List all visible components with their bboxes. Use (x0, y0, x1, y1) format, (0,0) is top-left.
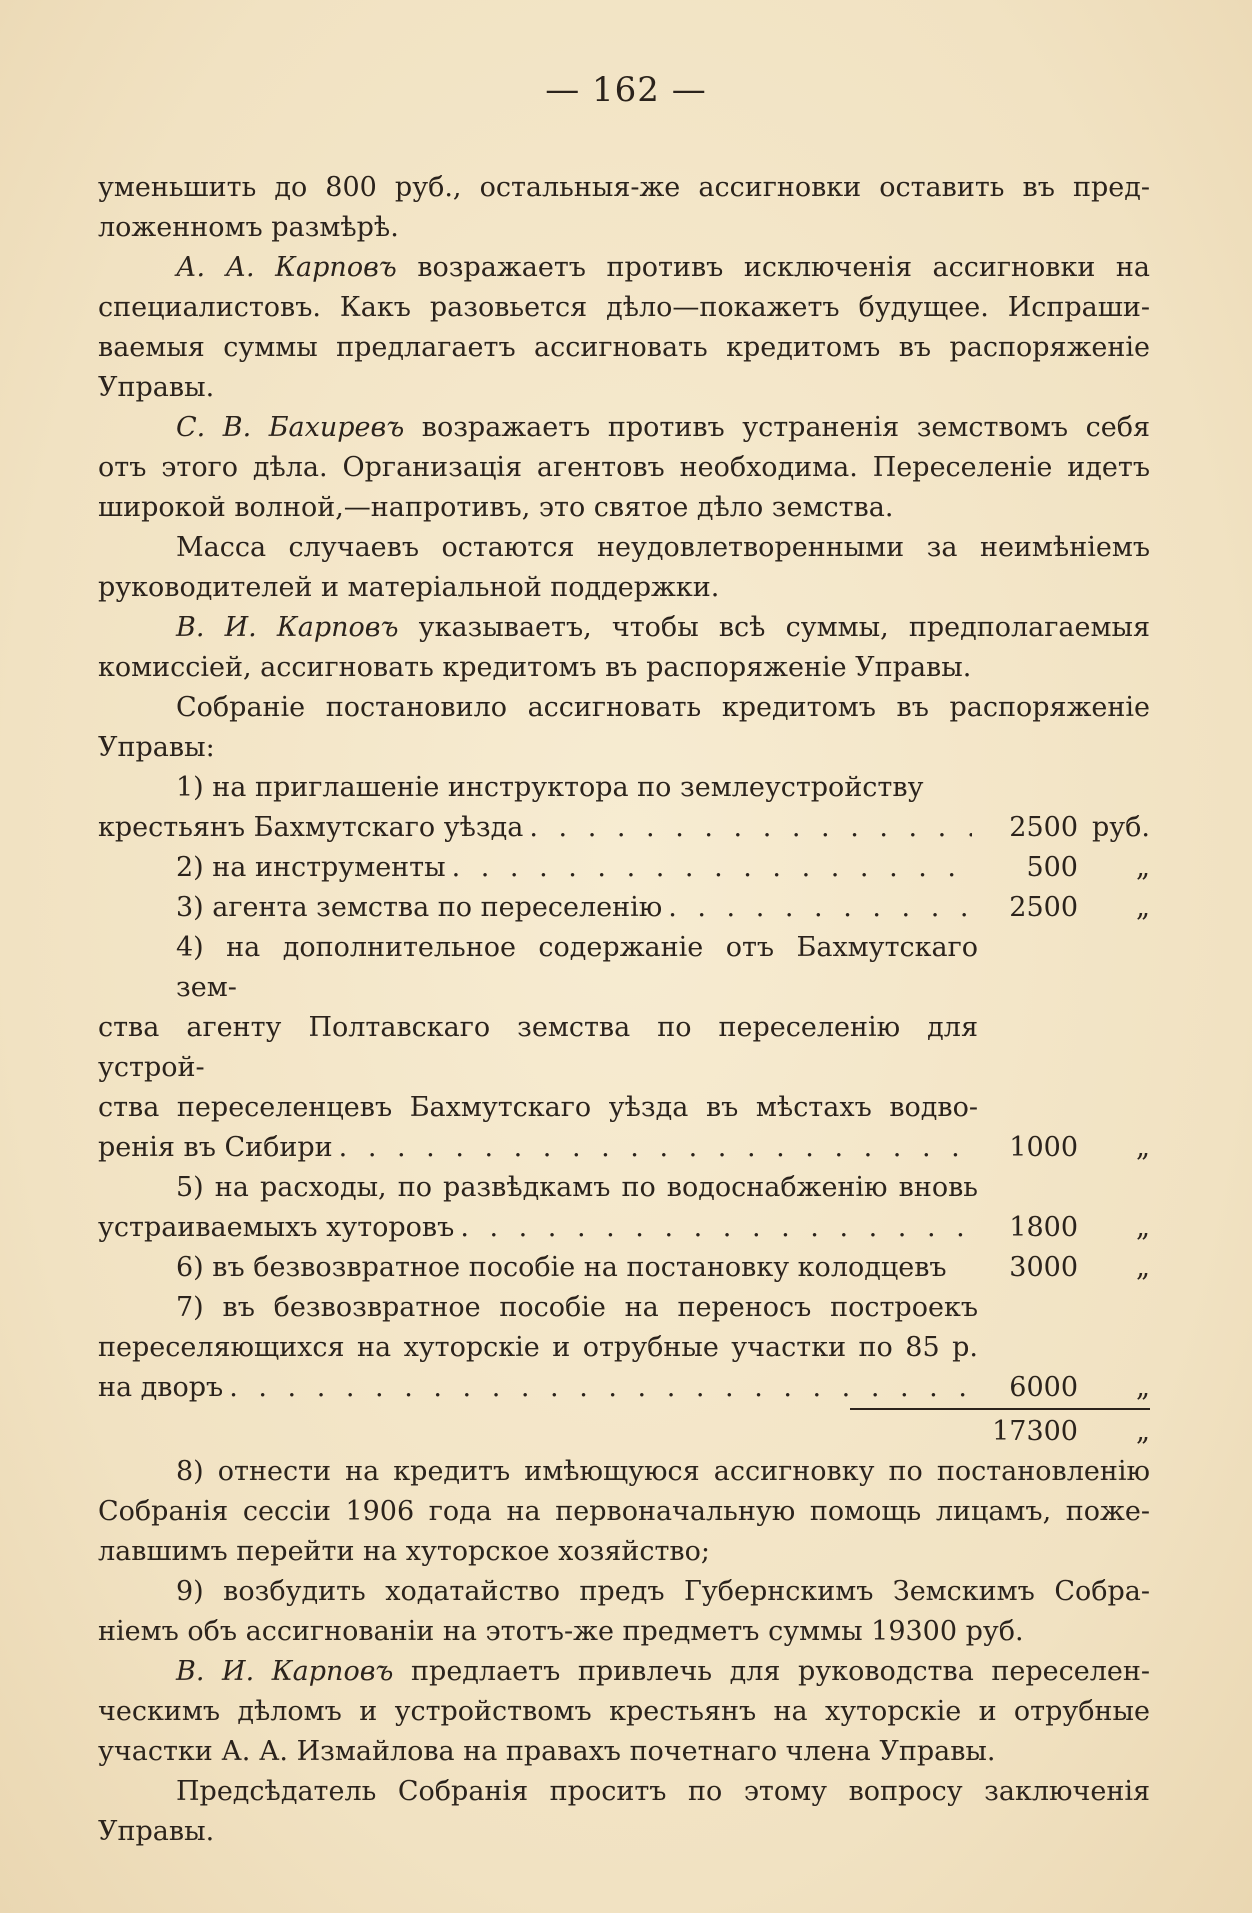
item-amount: 2500 (1009, 892, 1078, 923)
budget-item (98, 768, 1150, 848)
text-line: Собранія сессіи 1906 года на первоначальную помощь лицамъ, поже- (98, 1496, 1150, 1527)
text-fragment: указываетъ, чтобы всѣ суммы, предполагаемыя (398, 612, 1150, 643)
paragraph (98, 408, 1150, 528)
paragraph (98, 528, 1150, 608)
text-line (98, 608, 1150, 648)
text-line: ческимъ дѣломъ и устройствомъ крестьянъ на хуторскіе и отрубные (98, 1696, 1150, 1727)
budget-line (98, 848, 1150, 888)
item-currency: „ (1136, 1372, 1150, 1403)
item-label: ренія въ Сибири (98, 1132, 333, 1163)
dot-leader (452, 848, 972, 888)
text-line (98, 1652, 1150, 1692)
item-label: крестьянъ Бахмутскаго уѣзда (98, 812, 524, 843)
paragraph (98, 688, 1150, 768)
item-amount: 6000 (1009, 1372, 1078, 1403)
text-line: ніемъ объ ассигнованіи на этотъ-же предметъ суммы 19300 руб. (98, 1616, 1024, 1647)
budget-item (98, 928, 1150, 1128)
item-label: устраиваемыхъ хуторовъ (98, 1212, 455, 1243)
text-line: отъ этого дѣла. Организація агентовъ необходима. Переселеніе идетъ (98, 452, 1150, 483)
budget-line (98, 1368, 1150, 1408)
text-line: Масса случаевъ остаются неудовлетворенными за неимѣніемъ (176, 532, 1150, 563)
page-body (98, 168, 1150, 1852)
text-line: комиссіей, ассигновать кредитомъ въ распоряженіе Управы. (98, 652, 972, 683)
speaker-name: В. И. Карповъ (176, 1656, 394, 1687)
sum-divider (98, 1408, 1150, 1412)
text-line: Управы: (98, 732, 215, 763)
item-currency: „ (1136, 892, 1150, 923)
text-line: лавшимъ перейти на хуторское хозяйство; (98, 1536, 710, 1567)
total-line (98, 1412, 1150, 1452)
item-amount: 2500 (1009, 812, 1078, 843)
item-amount: 3000 (1009, 1252, 1078, 1283)
text-fragment: предлаетъ привлечь для руководства переселен- (393, 1656, 1150, 1687)
budget-line (98, 1128, 1150, 1168)
speaker-name: А. А. Карповъ (176, 252, 397, 283)
text-line: участки А. А. Измайлова на правахъ почетнаго члена Управы. (98, 1736, 996, 1767)
budget-item (98, 1288, 1150, 1368)
dot-leader (460, 1208, 972, 1248)
dot-leader (229, 1368, 972, 1408)
text-line: руководителей и матеріальной поддержки. (98, 572, 720, 603)
total-currency: „ (1136, 1416, 1150, 1447)
item-currency: „ (1136, 852, 1150, 883)
text-line: ства агенту Полтавскаго земства по переселенію для устрой- (98, 1012, 978, 1083)
speaker-name: С. В. Бахиревъ (176, 412, 405, 443)
item-currency: „ (1136, 1212, 1150, 1243)
item-label: 2) на инструменты (176, 852, 446, 883)
text-line: 1) на приглашеніе инструктора по землеустройству (176, 772, 924, 803)
text-line: специалистовъ. Какъ разовьется дѣло—покажетъ будущее. Испраши- (98, 292, 1150, 323)
text-fragment: возражаетъ противъ исключенія ассигновки на (396, 252, 1150, 283)
text-line: ваемыя суммы предлагаетъ ассигновать кредитомъ въ распоряженіе (98, 332, 1150, 363)
item-amount: 500 (1026, 852, 1078, 883)
text-line: широкой волной,—напротивъ, это святое дѣло земства. (98, 492, 894, 523)
paragraph (98, 608, 1150, 688)
text-line: уменьшить до 800 руб., остальныя-же ассигновки оставить въ пред- (98, 172, 1150, 203)
paragraph (98, 1572, 1150, 1652)
paragraph (98, 1452, 1150, 1572)
sum-rule (850, 1408, 1150, 1410)
item-label: на дворъ (98, 1372, 224, 1403)
text-line (98, 248, 1150, 288)
text-line: Собраніе постановило ассигновать кредитомъ въ распоряженіе (176, 692, 1150, 723)
text-line: Управы. (98, 1816, 215, 1847)
text-line: Предсѣдатель Собранія проситъ по этому вопросу заключенія (176, 1776, 1150, 1807)
page-number: — 162 — (545, 70, 707, 110)
dot-leader (339, 1128, 972, 1168)
item-currency: руб. (1091, 812, 1150, 843)
paragraph (98, 1652, 1150, 1772)
item-amount: 1800 (1009, 1212, 1078, 1243)
budget-line (98, 1208, 1150, 1248)
total-amount: 17300 (992, 1416, 1078, 1447)
text-line: Управы. (98, 372, 215, 403)
paragraph (98, 168, 1150, 248)
dot-leader (529, 808, 972, 848)
text-line: переселяющихся на хуторскіе и отрубные участки по 85 р. (98, 1332, 978, 1363)
budget-line (98, 888, 1150, 928)
text-fragment: возражаетъ противъ устраненія земствомъ себя (404, 412, 1151, 443)
dot-leader (668, 888, 972, 928)
item-currency: „ (1136, 1252, 1150, 1283)
text-line: 8) отнести на кредитъ имѣющуюся ассигновку по постановленію (176, 1456, 1150, 1487)
item-currency: „ (1136, 1132, 1150, 1163)
item-label: 3) агента земства по переселенію (176, 892, 663, 923)
budget-line (98, 808, 1150, 848)
item-label: 6) въ безвозвратное пособіе на постановку колодцевъ (176, 1252, 947, 1283)
speaker-name: В. И. Карповъ (176, 612, 399, 643)
paragraph (98, 248, 1150, 408)
paragraph (98, 1772, 1150, 1852)
text-line: ства переселенцевъ Бахмутскаго уѣзда въ мѣстахъ водво- (98, 1092, 978, 1123)
text-line: ложенномъ размѣрѣ. (98, 212, 399, 243)
text-line (98, 408, 1150, 448)
text-line: 7) въ безвозвратное пособіе на переносъ построекъ (176, 1292, 978, 1323)
text-line: 5) на расходы, по развѣдкамъ по водоснабженію вновь (176, 1172, 978, 1203)
item-amount: 1000 (1009, 1132, 1078, 1163)
text-line: 9) возбудить ходатайство предъ Губернскимъ Земскимъ Собра- (176, 1576, 1150, 1607)
text-line: 4) на дополнительное содержаніе отъ Бахмутскаго зем- (176, 932, 978, 1003)
budget-item (98, 1168, 1150, 1208)
budget-line (98, 1248, 1150, 1288)
